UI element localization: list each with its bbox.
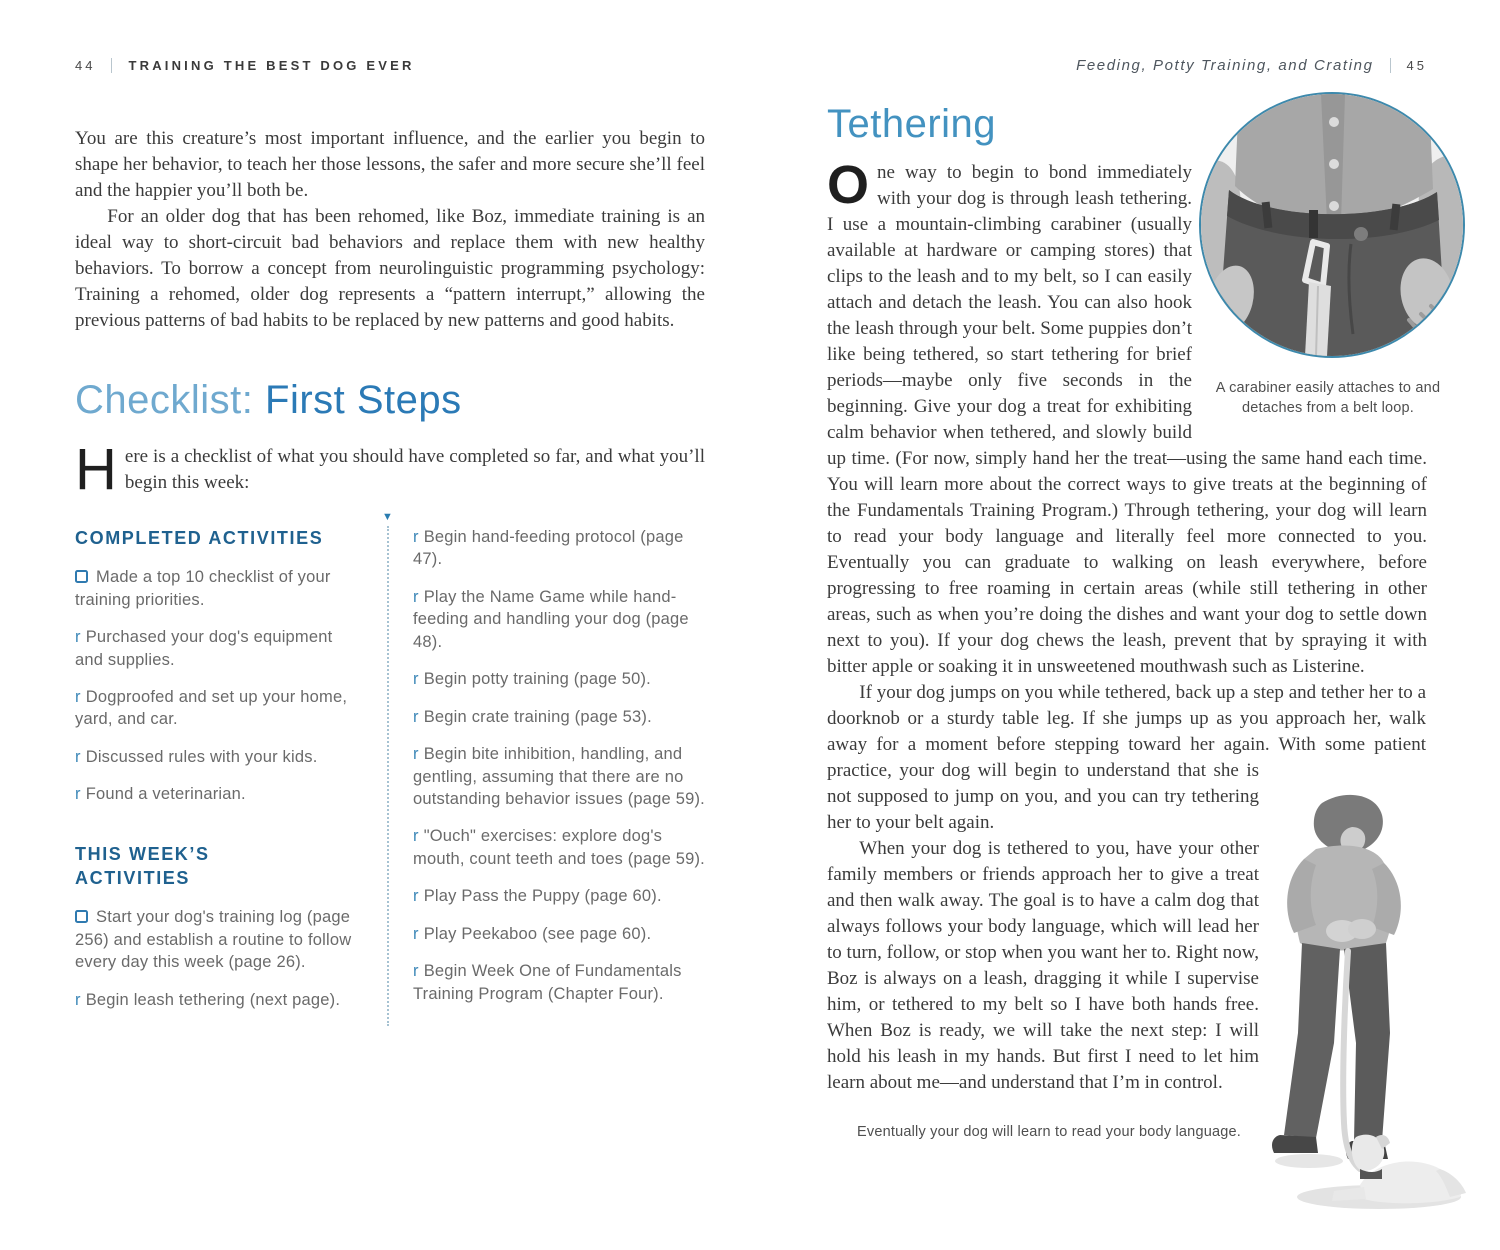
page-number-right: 45: [1406, 57, 1427, 73]
checklist-item: [413, 668, 705, 690]
tethering-heading: Tethering: [827, 102, 997, 146]
header-divider: [1390, 58, 1391, 73]
checklist-divider: [382, 511, 393, 1026]
r-marker-icon: r: [413, 587, 419, 606]
chapter-title: Feeding, Potty Training, and Crating: [1076, 56, 1374, 74]
checkbox-icon: [75, 570, 88, 583]
r-marker-icon: r: [413, 528, 419, 546]
lede-text: ere is a checklist of what you should have completed so far, and what you’ll begin this week:: [124, 446, 705, 493]
checklist-item-text: Found a veterinarian.: [85, 785, 246, 804]
checkbox-icon: [75, 910, 88, 923]
completed-activities-heading: COMPLETED ACTIVITIES: [75, 528, 324, 548]
heading-word-checklist: Checklist:: [75, 378, 254, 422]
this-weeks-activities-list: [75, 906, 363, 1011]
checklist-item: [413, 825, 705, 870]
checklist-item: [413, 706, 705, 728]
r-marker-icon: r: [75, 747, 81, 766]
right-running-head: [827, 56, 1427, 74]
left-running-head: [75, 56, 705, 74]
checklist-item-text: Play the Name Game while hand-feeding and handling your dog (page 48).: [413, 587, 689, 651]
woman-and-dog-photo: [1264, 793, 1469, 1223]
checklist-item: [413, 960, 705, 1005]
right-page: [827, 56, 1441, 1208]
checklist-item: [75, 566, 363, 611]
r-marker-icon: r: [75, 990, 81, 1009]
paragraph-1-text: ne way to begin to bond immediately with your dog is through leash tethering. I use a mountain-climbing carabiner (usually available at hardware or camping stores) that clips to the leash and to my belt, so I can easily attach and detach the leash. You can also hook the leash through your belt. Some puppies don’t like being tethered, so start tethering for brief periods—maybe only five seconds in the beginning. Give your dog a treat for exhibiting calm behavior when tethered, and slowly build up time. (For now, simply hand her the treat—using the same hand each time. You will learn more about the correct ways to give treats at the beginning of the Fundamentals Training Program.) Through tethering, your dog will learn to read your body language and literally feel more connected to you. Eventually you can graduate to walking on leash everywhere, before progressing to free roaming in certain areas (while still tethering in other areas, such as when you’re doing the dishes and want your dog to settle down next to you). If your dog chews the leash, prevent that by spraying it with bitter apple or soaking it in unsweetened mouthwash such as Listerine.: [827, 162, 1427, 677]
checklist-left-column: [75, 526, 363, 1026]
checklist-item: [75, 783, 363, 805]
checklist-item-text: Discussed rules with your kids.: [85, 747, 318, 766]
carabiner-belt-photo: [1199, 92, 1465, 358]
checklist-item-text: Begin hand-feeding protocol (page 47).: [413, 528, 684, 569]
checklist-item: [413, 743, 705, 810]
checklist-item: [413, 586, 705, 653]
header-divider: [111, 58, 112, 73]
checklist-item-text: Begin Week One of Fundamentals Training Program (Chapter Four).: [413, 962, 682, 1003]
carabiner-caption: A carabiner easily attaches to and detaches from a belt loop.: [1215, 380, 1441, 417]
paragraph-2-text: If your dog jumps on you while tethered, back up a step and tether her to a doorknob or a sturdy table leg. If she jumps up as you approach her, walk away for a moment before stepping toward her again. With some patient practice, your dog will begin to understand that she is not supposed to jump on you, and you can try tethering her to your belt again.: [827, 682, 1426, 833]
r-marker-icon: r: [413, 745, 419, 764]
checklist-item-text: Begin crate training (page 53).: [423, 707, 652, 726]
paragraph-3-text: When your dog is tethered to you, have your other family members or friends approach her to give a treat and then walk away. The goal is to have a calm dog that always follows your body language, which will lead her to turn, follow, or stop when you want her to. Right now, Boz is always on a leash, dragging it while I supervise him, or tethered to my belt so I have both hands free. When Boz is ready, we will take the next step: I will hold his leash in my hands. But first I need to let him learn about me—and understand that I’m in control.: [827, 838, 1259, 1093]
this-weeks-activities-heading: [75, 842, 363, 891]
checklist-item-text: Play Peekaboo (see page 60).: [423, 924, 652, 943]
checklist-item-text: Start your dog's training log (page 256) and establish a routine to follow every day this week (page 26).: [75, 908, 352, 972]
checklist-item-text: Begin bite inhibition, handling, and gentling, assuming that there are no outstanding behavior issues (page 59).: [413, 745, 705, 808]
checklist-item-text: "Ouch" exercises: explore dog's mouth, count teeth and toes (page 59).: [413, 827, 705, 868]
intro-paragraph-1: You are this creature’s most important influence, and the earlier you begin to shape her behavior, to teach her those lessons, the safer and more secure she’ll feel and the happier you’ll both be.: [75, 128, 705, 201]
r-marker-icon: r: [413, 827, 419, 846]
checklist-item: [75, 686, 363, 731]
completed-activities-list: [75, 566, 363, 806]
checklist-item: [75, 906, 363, 973]
r-marker-icon: r: [75, 628, 81, 647]
checklist-item-text: Play Pass the Puppy (page 60).: [423, 887, 662, 906]
page-number-left: 44: [75, 57, 96, 73]
r-marker-icon: r: [413, 670, 419, 689]
r-marker-icon: r: [413, 962, 419, 981]
checklist-item-text: Made a top 10 checklist of your training priorities.: [75, 568, 331, 609]
intro-paragraph-2: For an older dog that has been rehomed, like Boz, immediate training is an ideal way to short-circuit bad behaviors and replace them with new healthy behaviors. To borrow a concept from neurolinguistic programming psychology: Training a rehomed, older dog represents a “pattern interrupt,” allowing the previous patterns of bad habits to be replaced by new patterns and good habits.: [75, 206, 705, 331]
checklist-section-heading: [75, 380, 705, 420]
r-marker-icon: r: [75, 785, 81, 804]
checklist-item-text: Dogproofed and set up your home, yard, and car.: [75, 688, 348, 729]
intro-text-block: [75, 126, 705, 334]
checklist-lede: [75, 437, 705, 502]
checklist-item: [413, 526, 705, 571]
checklist-right-column: [389, 526, 705, 1026]
dropcap-o: O: [827, 155, 870, 215]
bottom-photo-caption: Eventually your dog will learn to read your body language.: [857, 1124, 1241, 1140]
checklist-item: [75, 626, 363, 671]
this-weeks-line2: ACTIVITIES: [75, 868, 191, 889]
this-weeks-line1: THIS WEEK’S: [75, 843, 210, 864]
dropcap-h: H: [75, 437, 117, 502]
book-title: TRAINING THE BEST DOG EVER: [128, 57, 415, 73]
woman-dog-illustration: [1264, 793, 1469, 1223]
checklist-item: [413, 885, 705, 907]
r-marker-icon: r: [413, 887, 419, 906]
heading-word-first-steps: First Steps: [253, 378, 462, 422]
checklist-item: [75, 989, 363, 1011]
checklist-columns: [75, 511, 705, 1026]
checklist-item-text: Purchased your dog's equipment and supplies.: [75, 628, 333, 669]
r-marker-icon: r: [413, 707, 419, 726]
r-marker-icon: r: [75, 688, 81, 707]
checklist-item: [75, 746, 363, 768]
divider-arrow-icon: ▼: [382, 511, 393, 523]
left-page: [75, 56, 705, 1026]
r-marker-icon: r: [413, 924, 419, 943]
checklist-item-text: Begin leash tethering (next page).: [85, 990, 341, 1009]
carabiner-photo-illustration: [1201, 94, 1463, 356]
checklist-item: [413, 923, 705, 945]
checklist-item-text: Begin potty training (page 50).: [423, 670, 651, 689]
week-items-list: [413, 526, 705, 1005]
